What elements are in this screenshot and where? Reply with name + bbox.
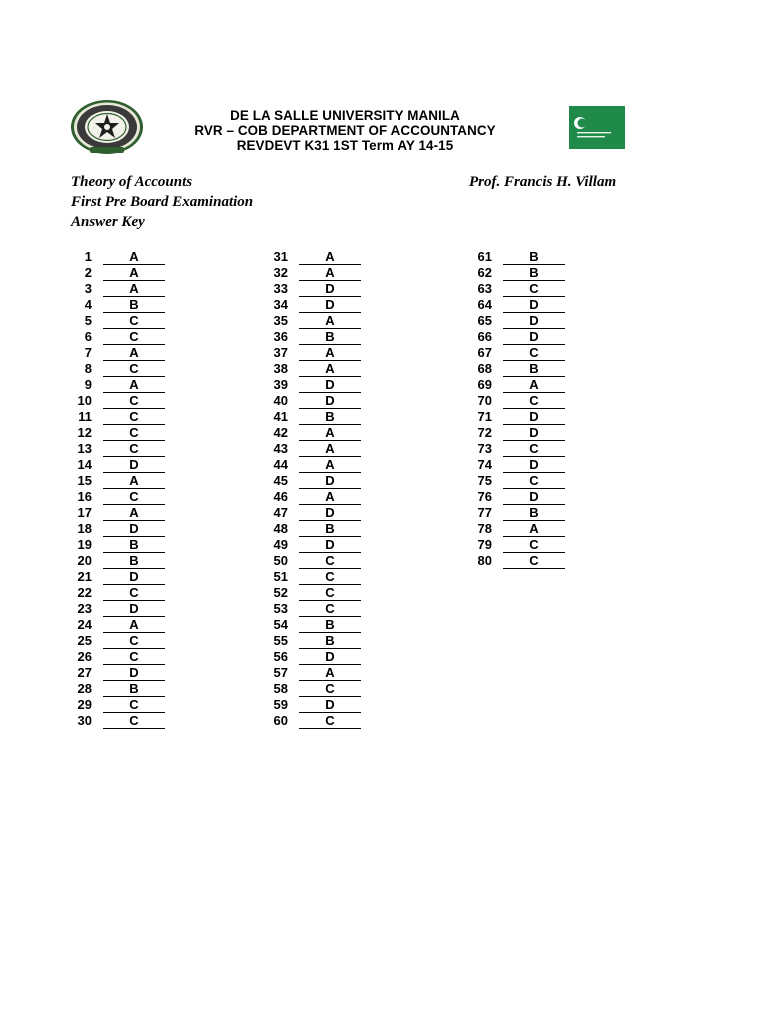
answer-letter: D: [299, 281, 361, 297]
question-number: 5: [84, 313, 92, 328]
answer-letter: C: [299, 569, 361, 585]
answer-letter: C: [299, 585, 361, 601]
answer-letter: D: [503, 489, 565, 505]
question-number: 42: [273, 425, 288, 440]
answer-letter: D: [503, 329, 565, 345]
answer-letter: A: [299, 249, 361, 265]
question-number: 68: [477, 361, 492, 376]
answer-letter: B: [103, 297, 165, 313]
question-number: 24: [77, 617, 92, 632]
answer-letter: A: [299, 313, 361, 329]
question-number: 39: [273, 377, 288, 392]
question-number: 1: [84, 249, 92, 264]
answer-letter: C: [299, 601, 361, 617]
answer-letter: C: [299, 681, 361, 697]
answer-letter: C: [503, 553, 565, 569]
question-number: 49: [273, 537, 288, 552]
answer-letter: D: [503, 297, 565, 313]
question-number: 46: [273, 489, 288, 504]
question-number: 29: [77, 697, 92, 712]
document-header: [150, 108, 540, 153]
question-number: 79: [477, 537, 492, 552]
answer-letter: D: [103, 521, 165, 537]
answer-letter: B: [299, 329, 361, 345]
professor-name: Prof. Francis H. Villam: [469, 174, 617, 190]
answer-letter: A: [103, 473, 165, 489]
answer-letter: A: [299, 489, 361, 505]
question-number: 63: [477, 281, 492, 296]
question-number: 80: [477, 553, 492, 568]
question-number: 78: [477, 521, 492, 536]
question-number: 45: [273, 473, 288, 488]
answer-letter: A: [103, 617, 165, 633]
question-number: 8: [84, 361, 92, 376]
question-number: 13: [77, 441, 92, 456]
question-number: 57: [273, 665, 288, 680]
university-name: DE LA SALLE UNIVERSITY MANILA: [230, 108, 460, 123]
answer-letter: D: [103, 569, 165, 585]
question-number: 28: [77, 681, 92, 696]
answer-letter: D: [299, 377, 361, 393]
question-number: 61: [477, 249, 492, 264]
question-number: 12: [77, 425, 92, 440]
question-number: 50: [273, 553, 288, 568]
answer-letter: D: [503, 313, 565, 329]
question-number: 37: [273, 345, 288, 360]
question-number: 60: [273, 713, 288, 728]
question-number: 53: [273, 601, 288, 616]
answer-letter: B: [503, 265, 565, 281]
question-number: 7: [84, 345, 92, 360]
question-number: 48: [273, 521, 288, 536]
question-number: 43: [273, 441, 288, 456]
question-number: 19: [77, 537, 92, 552]
question-number: 22: [77, 585, 92, 600]
question-number: 71: [477, 409, 492, 424]
question-number: 35: [273, 313, 288, 328]
question-number: 47: [273, 505, 288, 520]
question-number: 16: [77, 489, 92, 504]
answer-letter: B: [299, 521, 361, 537]
answer-letter: A: [103, 265, 165, 281]
question-number: 67: [477, 345, 492, 360]
answer-letter: A: [299, 265, 361, 281]
answer-letter: A: [503, 521, 565, 537]
answer-letter: C: [299, 553, 361, 569]
question-number: 11: [78, 409, 92, 424]
question-number: 36: [273, 329, 288, 344]
question-number: 62: [477, 265, 492, 280]
question-number: 10: [77, 393, 92, 408]
answer-letter: C: [103, 585, 165, 601]
answer-letter: C: [103, 713, 165, 729]
answer-letter: B: [503, 249, 565, 265]
answer-letter: D: [503, 409, 565, 425]
answer-letter: C: [103, 329, 165, 345]
college-of-business-logo-icon: [569, 106, 625, 149]
answer-letter: C: [103, 313, 165, 329]
question-number: 18: [77, 521, 92, 536]
answer-letter: C: [103, 489, 165, 505]
answer-letter: B: [503, 505, 565, 521]
answer-letter: A: [299, 361, 361, 377]
answer-letter: C: [103, 393, 165, 409]
question-number: 69: [477, 377, 492, 392]
question-number: 9: [84, 377, 92, 392]
answer-letter: C: [503, 281, 565, 297]
answer-letter: C: [103, 697, 165, 713]
term-line: REVDEVT K31 1ST Term AY 14-15: [236, 138, 454, 153]
question-number: 59: [273, 697, 288, 712]
answer-letter: C: [299, 713, 361, 729]
question-number: 55: [273, 633, 288, 648]
answer-letter: A: [299, 665, 361, 681]
answer-letter: C: [503, 537, 565, 553]
document-type: Answer Key: [71, 214, 145, 230]
question-number: 23: [77, 601, 92, 616]
question-number: 58: [273, 681, 288, 696]
answer-letter: C: [103, 409, 165, 425]
answer-letter: D: [103, 457, 165, 473]
exam-info: [71, 172, 253, 232]
answer-letter: D: [103, 601, 165, 617]
answer-letter: D: [299, 505, 361, 521]
answer-letter: C: [503, 473, 565, 489]
question-number: 73: [477, 441, 492, 456]
question-number: 14: [77, 457, 92, 472]
question-number: 54: [273, 617, 288, 632]
answer-letter: A: [103, 377, 165, 393]
question-number: 17: [77, 505, 92, 520]
answer-letter: D: [503, 425, 565, 441]
question-number: 56: [273, 649, 288, 664]
answer-letter: C: [503, 393, 565, 409]
answer-letter: C: [103, 361, 165, 377]
answer-letter: B: [299, 633, 361, 649]
answer-letter: B: [103, 537, 165, 553]
answer-letter: B: [299, 617, 361, 633]
answer-letter: B: [503, 361, 565, 377]
question-number: 70: [477, 393, 492, 408]
question-number: 52: [273, 585, 288, 600]
answer-letter: B: [299, 409, 361, 425]
answer-letter: D: [299, 473, 361, 489]
question-number: 3: [84, 281, 92, 296]
answer-letter: B: [103, 681, 165, 697]
question-number: 21: [77, 569, 92, 584]
question-number: 4: [84, 297, 92, 312]
answer-letter: C: [503, 441, 565, 457]
answer-letter: C: [103, 441, 165, 457]
question-number: 6: [84, 329, 92, 344]
question-number: 75: [477, 473, 492, 488]
answer-letter: D: [299, 297, 361, 313]
question-number: 32: [273, 265, 288, 280]
question-number: 65: [477, 313, 492, 328]
answer-letter: A: [299, 457, 361, 473]
question-number: 20: [77, 553, 92, 568]
answer-letter: A: [103, 281, 165, 297]
answer-letter: A: [299, 441, 361, 457]
question-number: 76: [477, 489, 492, 504]
university-seal-icon: [70, 99, 144, 155]
question-number: 33: [273, 281, 288, 296]
question-number: 74: [477, 457, 492, 472]
answer-letter: D: [103, 665, 165, 681]
answer-letter: A: [103, 505, 165, 521]
answer-letter: D: [299, 393, 361, 409]
answer-letter: A: [299, 345, 361, 361]
question-number: 38: [273, 361, 288, 376]
department-name: RVR – COB DEPARTMENT OF ACCOUNTANCY: [194, 123, 496, 138]
question-number: 27: [77, 665, 92, 680]
question-number: 30: [77, 713, 92, 728]
question-number: 15: [77, 473, 92, 488]
exam-title: First Pre Board Examination: [71, 194, 254, 210]
answer-letter: D: [299, 697, 361, 713]
answer-letter: D: [299, 537, 361, 553]
question-number: 25: [77, 633, 92, 648]
question-number: 44: [273, 457, 288, 472]
question-number: 64: [477, 297, 492, 312]
question-number: 2: [84, 265, 92, 280]
answer-letter: C: [503, 345, 565, 361]
answer-letter: B: [103, 553, 165, 569]
answer-letter: C: [103, 649, 165, 665]
question-number: 31: [273, 249, 288, 264]
answer-letter: A: [103, 249, 165, 265]
answer-letter: A: [299, 425, 361, 441]
subject-title: Theory of Accounts: [71, 174, 193, 190]
question-number: 77: [477, 505, 492, 520]
answer-letter: C: [103, 425, 165, 441]
answer-letter: D: [503, 457, 565, 473]
question-number: 72: [477, 425, 492, 440]
question-number: 40: [273, 393, 288, 408]
answer-letter: D: [299, 649, 361, 665]
question-number: 41: [273, 409, 288, 424]
answer-letter: A: [503, 377, 565, 393]
question-number: 34: [273, 297, 288, 312]
question-number: 51: [273, 569, 288, 584]
answer-letter: A: [103, 345, 165, 361]
question-number: 26: [77, 649, 92, 664]
question-number: 66: [477, 329, 492, 344]
answer-letter: C: [103, 633, 165, 649]
